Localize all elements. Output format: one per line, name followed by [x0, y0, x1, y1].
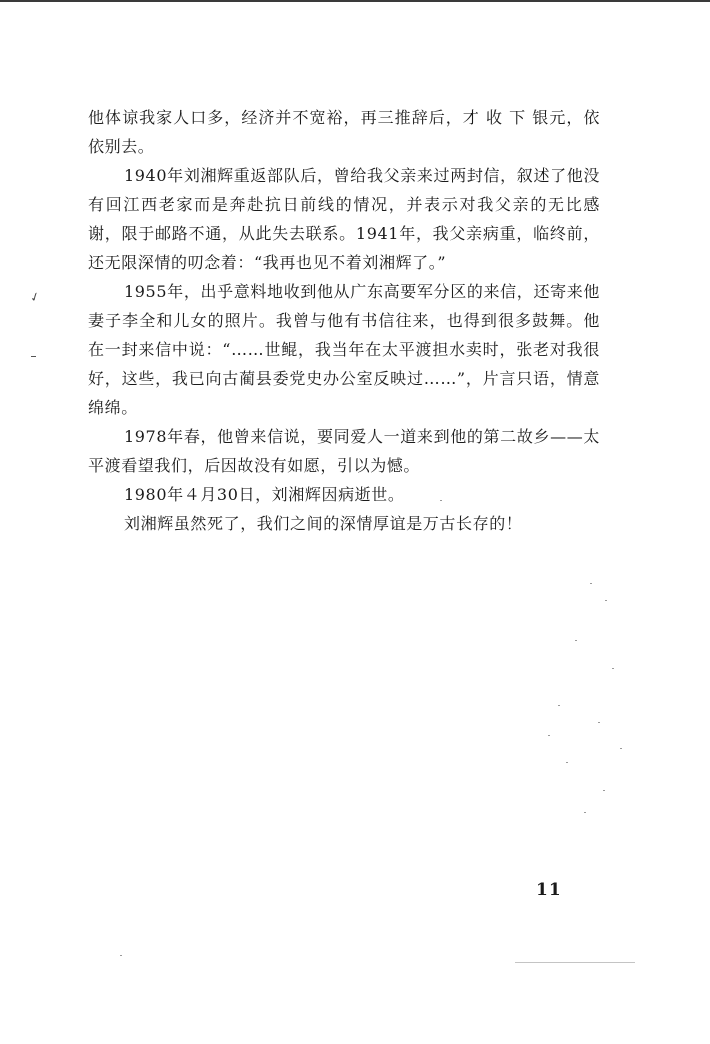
page-top-border	[0, 0, 710, 2]
paragraph-closing: 刘湘辉虽然死了，我们之间的深情厚谊是万古长存的！	[124, 514, 523, 533]
margin-dash-mark	[31, 356, 36, 357]
paragraph-1980: 1980年４月30日，刘湘辉因病逝世。	[124, 485, 405, 504]
page-number: 11	[536, 880, 562, 900]
margin-pencil-mark: ✓	[27, 288, 43, 306]
paragraph-1978: 1978年春，他曾来信说，要同爱人一道来到他的第二故乡——太平渡看望我们，后因故没有如愿，引以为憾。	[88, 427, 600, 475]
paragraph-continuation: 他体谅我家人口多，经济并不宽裕，再三推辞后，才 收 下 银元，依依别去。	[88, 108, 600, 156]
page-body-text	[88, 103, 600, 538]
paragraph-1955: 1955年，出乎意料地收到他从广东高要军分区的来信，还寄来他妻子李全和儿女的照片。我曾与他有书信往来，也得到很多鼓舞。他在一封来信中说：“……世鲲，我当年在太平渡担水卖时，张老对我很好，这些，我已向古蔺县委党史办公室反映过……”，片言只语，情意绵绵。	[88, 282, 600, 417]
paragraph-1940: 1940年刘湘辉重返部队后，曾给我父亲来过两封信，叙述了他没有回江西老家而是奔赴抗日前线的情况，并表示对我父亲的无比感谢，限于邮路不通，从此失去联系。1941年，我父亲病重，临终前，还无限深情的叨念着：“我再也见不着刘湘辉了。”	[88, 166, 600, 272]
